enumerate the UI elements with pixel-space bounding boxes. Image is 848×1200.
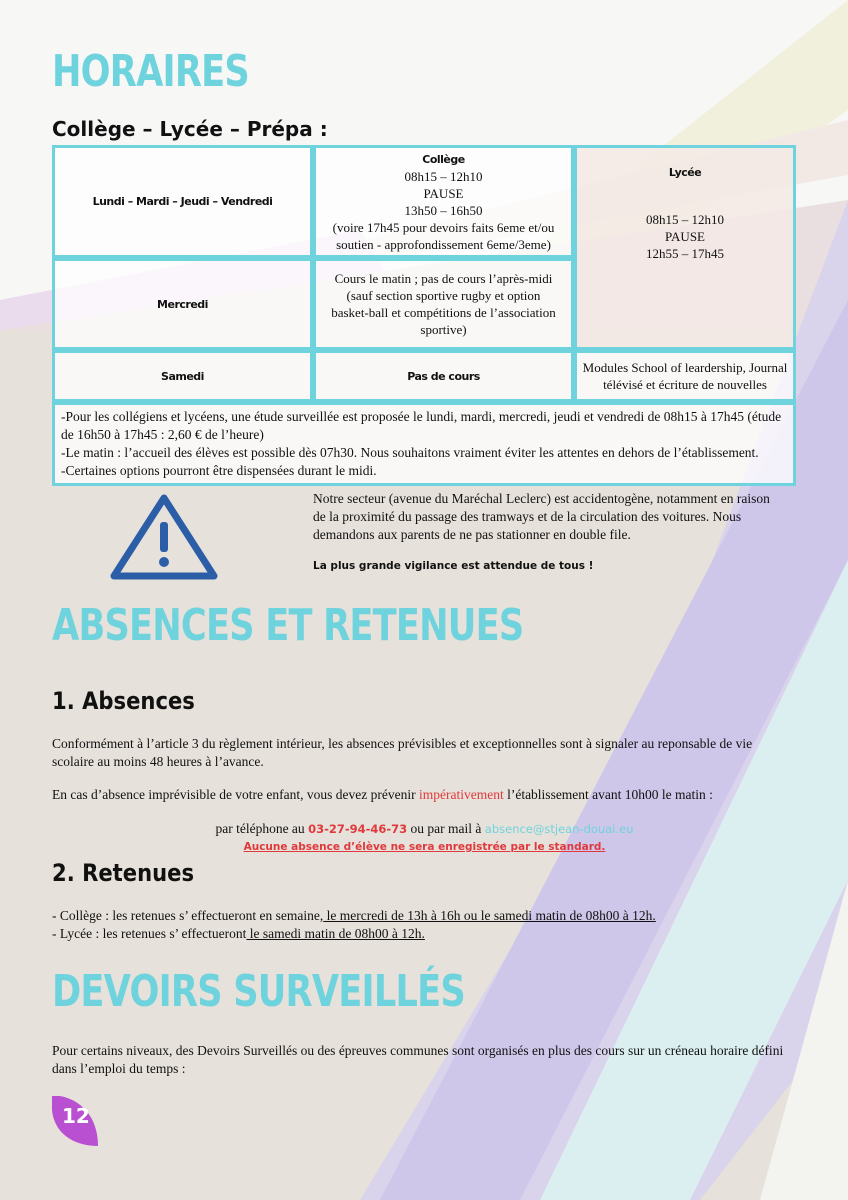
text-span: - Collège : les retenues s’ effectueront en semaine, — [52, 908, 324, 923]
note-line: -Certaines options pourront être dispensées durant le midi. — [61, 463, 377, 478]
absences-paragraph: Conformément à l’article 3 du règlement intérieur, les absences prévisibles et exceptionnelles sont à signaler au reponsable de vie scolaire au moins 48 heures à l’avance. — [52, 736, 753, 769]
note-line: -Le matin : l’accueil des élèves est possible dès 07h30. Nous souhaitons vraiment éviter les attentes en dehors de l’établissement. — [61, 445, 759, 460]
standard-warning: Aucune absence d’élève ne sera enregistrée par le standard. — [243, 841, 606, 853]
email-link[interactable]: absence@stjean-douai.eu — [484, 822, 634, 836]
retenues-college — [52, 907, 797, 925]
schedule-table — [52, 145, 796, 486]
lycee-time-1: 08h15 – 12h10 — [646, 212, 724, 227]
warning-bold-text: La plus grande vigilance est attendue de tous ! — [313, 560, 594, 572]
phone-number: 03-27-94-46-73 — [308, 822, 408, 836]
emphasis-text: impérativement — [418, 787, 504, 802]
page-number-badge — [52, 1096, 100, 1148]
text-span: En cas d’absence imprévisible de votre enfant, vous devez prévenir — [52, 787, 419, 802]
devoirs-title: DEVOIRS SURVEILLÉS — [52, 966, 465, 1017]
absences-heading: 1. Absences — [52, 687, 195, 715]
horaires-title: HORAIRES — [52, 46, 249, 97]
devoirs-paragraph: Pour certains niveaux, des Devoirs Surveillés ou des épreuves communes sont organisés en plus des cours sur un créneau horaire défini dans l’emploi du temps : — [52, 1043, 784, 1076]
contact-line — [52, 820, 797, 838]
absences-title: ABSENCES ET RETENUES — [52, 600, 524, 651]
college-pause: PAUSE — [423, 185, 464, 201]
day-cell: Lundi – Mardi – Jeudi – Vendredi — [52, 145, 313, 258]
table-row — [52, 350, 796, 402]
lycee-pause: PAUSE — [665, 229, 705, 244]
underlined-text: le samedi matin de 08h00 à 12h. — [246, 926, 425, 941]
lycee-time-2: 12h55 – 17h45 — [646, 246, 724, 261]
college-samedi-cell: Pas de cours — [313, 350, 574, 402]
text-span: - Lycée : les retenues s’ effectueront — [52, 926, 247, 941]
college-header: Collège — [422, 152, 465, 166]
retenues-heading: 2. Retenues — [52, 859, 195, 887]
horaires-subtitle: Collège – Lycée – Prépa : — [52, 117, 328, 141]
day-cell: Mercredi — [52, 258, 313, 350]
text-span: par téléphone au — [215, 821, 309, 836]
college-time-2: 13h50 – 16h50 — [404, 202, 483, 218]
note-line: -Pour les collégiens et lycéens, une étude surveillée est proposée le lundi, mardi, mercredi, jeudi et vendredi de 08h15 à 17h45 (étude de 16h50 à 17h45 : 2,60 € de l’heure) — [61, 409, 782, 442]
text-span: l’établissement avant 10h00 le matin : — [503, 787, 713, 802]
page-number: 12 — [62, 1104, 90, 1128]
day-cell: Samedi — [52, 350, 313, 402]
college-note: (voire 17h45 pour devoirs faits 6eme et/ou soutien - approfondissement 6eme/3eme) — [332, 219, 555, 252]
lycee-samedi-cell: Modules School of leardership, Journal télévisé et écriture de nouvelles — [574, 350, 796, 402]
table-row — [52, 402, 796, 486]
warning-triangle-icon — [108, 492, 220, 582]
college-time-1: 08h15 – 12h10 — [404, 168, 483, 184]
text-span: ou par mail à — [407, 821, 485, 836]
college-weekday-cell — [313, 145, 574, 258]
retenues-lycee — [52, 925, 797, 943]
lycee-cell — [574, 145, 796, 350]
absences-paragraph-2 — [52, 786, 797, 804]
table-row — [52, 145, 796, 258]
schedule-notes — [52, 402, 796, 486]
college-mercredi-cell: Cours le matin ; pas de cours l’après-midi (sauf section sportive rugby et option basket-ball et compétitions de l’association sportive) — [313, 258, 574, 350]
standard-warning-line — [52, 837, 797, 856]
underlined-text: le mercredi de 13h à 16h ou le samedi matin de 08h00 à 12h. — [323, 908, 656, 923]
warning-text: Notre secteur (avenue du Maréchal Leclerc) est accidentogène, notamment en raison de la proximité du passage des tramways et de la circulation des voitures. Nous demandons aux parents de ne pas stationner en double file. — [313, 491, 770, 542]
lycee-header: Lycée — [668, 166, 702, 179]
